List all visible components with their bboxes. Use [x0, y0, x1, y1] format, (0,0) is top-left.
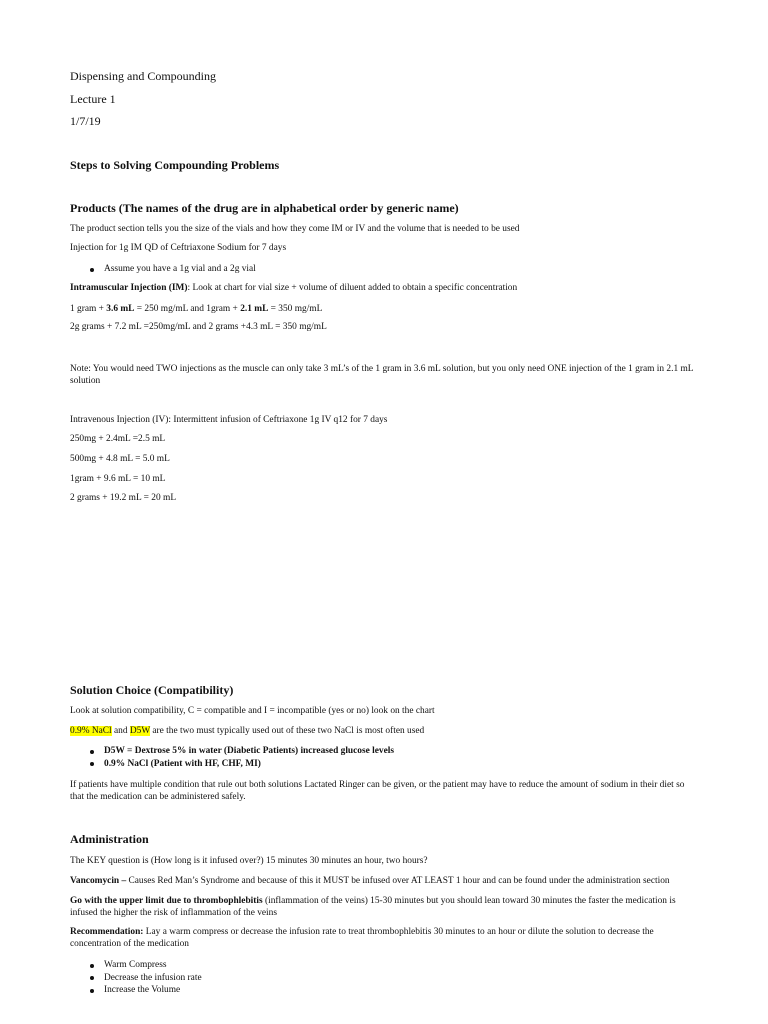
administration-key-line: The KEY question is (How long is it infused over?) 15 minutes 30 minutes an hour, two hours? — [70, 856, 428, 866]
iv-title: Intravenous Injection (IV): Intermittent infusion of Ceftriaxone 1g IV q12 for 7 days — [70, 415, 388, 425]
recommendation-label: Recommendation: — [70, 927, 144, 937]
administration-heading: Administration — [70, 832, 149, 846]
im-line-1-part: 1 gram + — [70, 304, 107, 314]
im-note: Note: You would need TWO injections as the muscle can only take 3 mL’s of the 1 gram in 3.6 mL solution, but you only need ONE injection of the 1 gram in 2.1 mL solution — [70, 364, 694, 386]
solution-choice-rest: are the two must typically used out of these two NaCl is most often used — [150, 726, 425, 736]
vancomycin-line — [70, 875, 700, 887]
course-title: Dispensing and Compounding — [70, 69, 216, 83]
im-label: Intramuscular Injection (IM) — [70, 283, 188, 293]
im-line-2: 2g grams + 7.2 mL =250mg/mL and 2 grams +4.3 mL = 350 mg/mL — [70, 322, 327, 332]
products-intro: The product section tells you the size of the vials and how they come IM or IV and the volume that is needed to be used — [70, 224, 520, 234]
products-heading: Products (The names of the drug are in alphabetical order by generic name) — [70, 201, 459, 215]
im-line-1-part: = 350 mg/mL — [268, 304, 323, 314]
list-item: Assume you have a 1g vial and a 2g vial — [70, 263, 700, 276]
im-text: : Look at chart for vial size + volume of diluent added to obtain a specific concentration — [187, 283, 518, 293]
list-item: Increase the Volume — [70, 984, 700, 997]
iv-line: 1gram + 9.6 mL = 10 mL — [70, 474, 166, 484]
recommendation-text: Lay a warm compress or decrease the infusion rate to treat thrombophlebitis 30 minutes to an hour or dilute the solution to decrease the concentration of the medication — [70, 927, 654, 949]
products-example: Injection for 1g IM QD of Ceftriaxone Sodium for 7 days — [70, 243, 287, 253]
iv-line: 2 grams + 19.2 mL = 20 mL — [70, 493, 177, 503]
solution-choice-line: Look at solution compatibility, C = compatible and I = incompatible (yes or no) look on the chart — [70, 706, 435, 716]
upper-limit-text: (inflammation of the veins) 15-30 minutes but you should lean toward 30 minutes the faster the medication is infused the higher the risk of inflammation of the veins — [70, 896, 676, 918]
and-text: and — [111, 726, 130, 736]
recommendation-paragraph — [70, 926, 700, 950]
steps-heading: Steps to Solving Compounding Problems — [70, 158, 280, 172]
lecture-date: 1/7/19 — [70, 114, 101, 128]
im-line-1-bold: 2.1 mL — [240, 304, 269, 314]
lecture-number: Lecture 1 — [70, 92, 116, 106]
solution-choice-heading: Solution Choice (Compatibility) — [70, 683, 234, 697]
iv-line: 500mg + 4.8 mL = 5.0 mL — [70, 454, 170, 464]
vancomycin-text: Causes Red Man’s Syndrome and because of this it MUST be infused over AT LEAST 1 hour and can be found under the administration section — [126, 876, 670, 886]
administration-bullet-list — [70, 959, 700, 997]
solution-bullet-list — [70, 745, 700, 770]
list-item: Warm Compress — [70, 959, 700, 972]
list-item: Decrease the infusion rate — [70, 972, 700, 985]
list-item: D5W = Dextrose 5% in water (Diabetic Patients) increased glucose levels — [70, 745, 700, 758]
nacl-highlight: 0.9% NaCl — [70, 726, 112, 736]
vancomycin-label: Vancomycin – — [70, 876, 127, 886]
d5w-highlight: D5W — [129, 726, 151, 736]
products-bullet-list — [70, 263, 700, 276]
upper-limit-label: Go with the upper limit due to thrombophlebitis — [70, 896, 263, 906]
thrombophlebitis-paragraph — [70, 895, 700, 919]
iv-line: 250mg + 2.4mL =2.5 mL — [70, 434, 166, 444]
solution-choice-highlight-line — [70, 725, 700, 737]
solution-choice-paragraph: If patients have multiple condition that rule out both solutions Lactated Ringer can be given, or the patient may have to reduce the amount of sodium in their diet so that the medication can be administered safely. — [70, 780, 685, 802]
im-line-1-part: = 250 mg/mL and 1gram + — [134, 304, 241, 314]
im-line-1 — [70, 303, 700, 315]
im-paragraph — [70, 282, 700, 294]
im-line-1-bold: 3.6 mL — [106, 304, 135, 314]
list-item: 0.9% NaCl (Patient with HF, CHF, MI) — [70, 758, 700, 771]
